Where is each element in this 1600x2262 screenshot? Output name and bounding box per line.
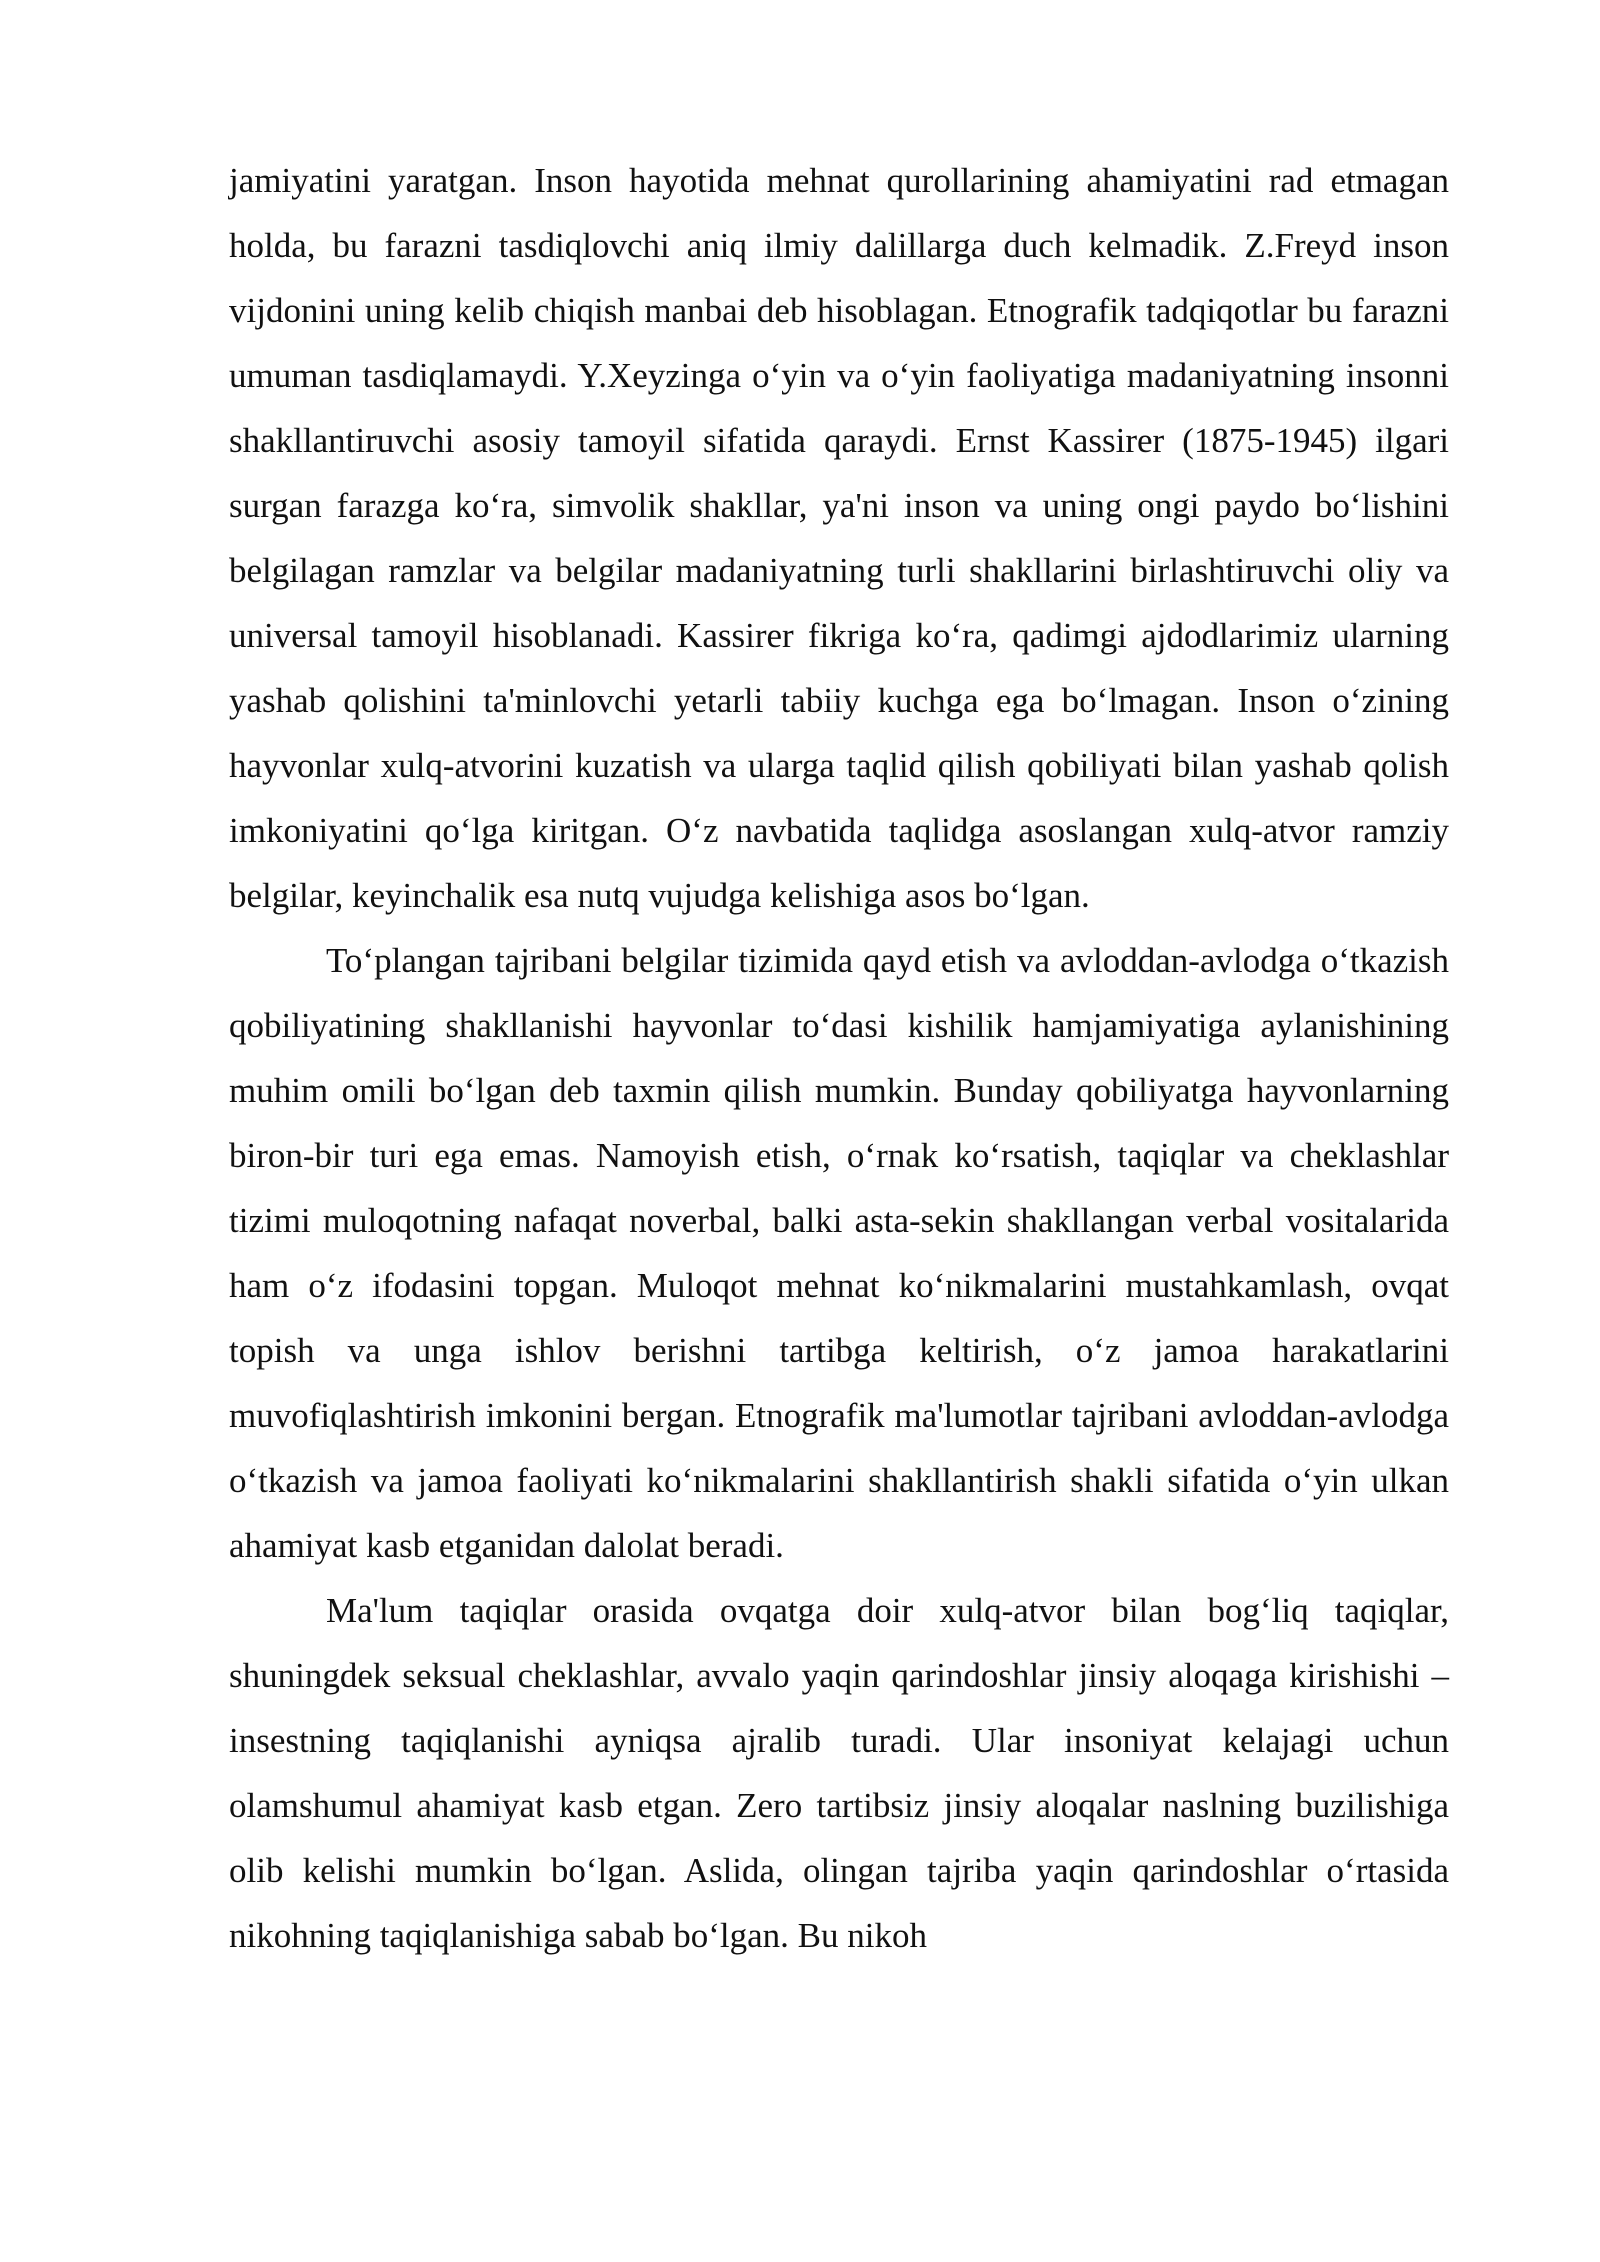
document-page — [229, 148, 1449, 1968]
paragraph-2: Toʻplangan tajribani belgilar tizimida qayd etish va avloddan-avlodga oʻtkazish qobiliyatining shakllanishi hayvonlar toʻdasi kishilik hamjamiyatiga aylanishining muhim omili boʻlgan deb taxmin qilish mumkin. Bunday qobiliyatga hayvonlarning biron-bir turi ega emas. Namoyish etish, oʻrnak koʻrsatish, taqiqlar va cheklashlar tizimi muloqotning nafaqat noverbal, balki asta-sekin shakllangan verbal vositalarida ham oʻz ifodasini topgan. Muloqot mehnat koʻnikmalarini mustahkamlash, ovqat topish va unga ishlov berishni tartibga keltirish, oʻz jamoa harakatlarini muvofiqlashtirish imkonini bergan. Etnografik ma'lumotlar tajribani avloddan-avlodga oʻtkazish va jamoa faoliyati koʻnikmalarini shakllantirish shakli sifatida oʻyin ulkan ahamiyat kasb etganidan dalolat beradi. — [229, 941, 1449, 1565]
paragraph-3: Ma'lum taqiqlar orasida ovqatga doir xulq-atvor bilan bogʻliq taqiqlar, shuningdek seksual cheklashlar, avvalo yaqin qarindoshlar jinsiy aloqaga kirishishi – insestning taqiqlanishi ayniqsa ajralib turadi. Ular insoniyat kelajagi uchun olamshumul ahamiyat kasb etgan. Zero tartibsiz jinsiy aloqalar naslning buzilishiga olib kelishi mumkin boʻlgan. Aslida, olingan tajriba yaqin qarindoshlar oʻrtasida nikohning taqiqlanishiga sabab boʻlgan. Bu nikoh — [229, 1591, 1449, 1955]
paragraph-1: jamiyatini yaratgan. Inson hayotida mehnat qurollarining ahamiyatini rad etmagan holda, bu farazni tasdiqlovchi aniq ilmiy dalillarga duch kelmadik. Z.Freyd inson vijdonini uning kelib chiqish manbai deb hisoblagan. Etnografik tadqiqotlar bu farazni umuman tasdiqlamaydi. Y.Xeyzinga oʻyin va oʻyin faoliyatiga madaniyatning insonni shakllantiruvchi asosiy tamoyil sifatida qaraydi. Ernst Kassirer (1875-1945) ilgari surgan farazga koʻra, simvolik shakllar, ya'ni inson va uning ongi paydo boʻlishini belgilagan ramzlar va belgilar madaniyatning turli shakllarini birlashtiruvchi oliy va universal tamoyil hisoblanadi. Kassirer fikriga koʻra, qadimgi ajdodlarimiz ularning yashab qolishini ta'minlovchi yetarli tabiiy kuchga ega boʻlmagan. Inson oʻzining hayvonlar xulq-atvorini kuzatish va ularga taqlid qilish qobiliyati bilan yashab qolish imkoniyatini qoʻlga kiritgan. Oʻz navbatida taqlidga asoslangan xulq-atvor ramziy belgilar, keyinchalik esa nutq vujudga kelishiga asos boʻlgan. — [229, 161, 1449, 915]
